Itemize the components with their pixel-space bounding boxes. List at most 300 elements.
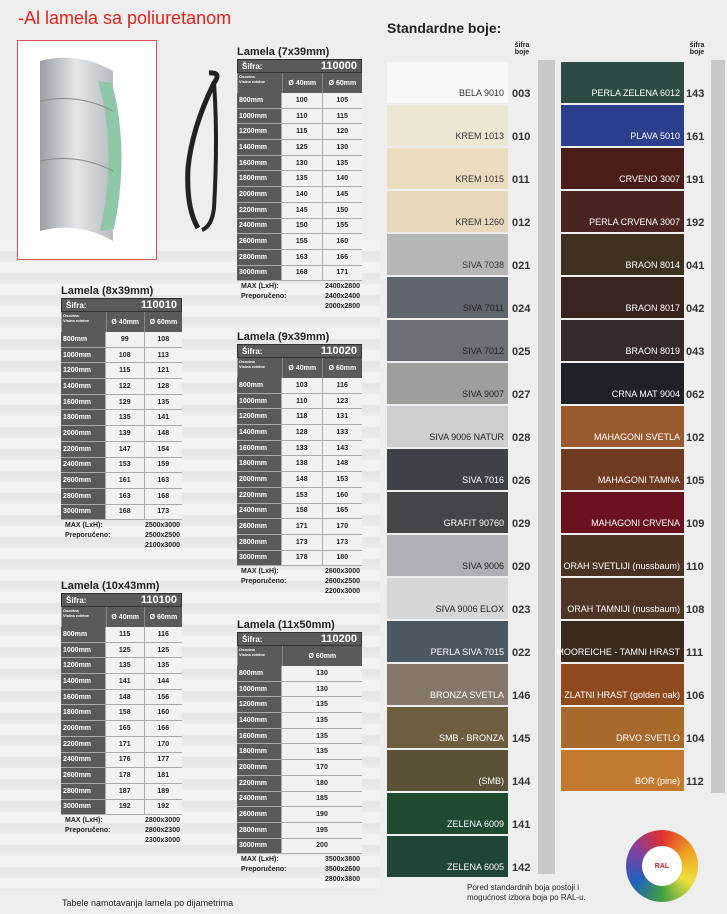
preporuceno-row: Preporučeno: 2500x2500 (65, 531, 180, 539)
table-code-bar (237, 632, 362, 646)
color-code: 025 (512, 346, 531, 358)
table-code-bar (61, 593, 182, 607)
table-row (237, 140, 362, 156)
row-value: 120 (322, 124, 363, 139)
row-value: 130 (281, 666, 362, 681)
row-value: 110 (281, 109, 322, 124)
row-value: 140 (322, 171, 363, 186)
color-swatch (387, 707, 508, 748)
header-col: Ø 40mm (282, 358, 322, 378)
table-row (61, 753, 182, 769)
color-name: SIVA 9006 (462, 561, 504, 571)
row-value: 158 (281, 504, 322, 519)
table-row (237, 203, 362, 219)
row-height: 3000mm (61, 505, 105, 520)
color-code: 105 (686, 475, 705, 487)
row-height: 2800mm (237, 250, 281, 265)
color-swatch (561, 578, 684, 619)
row-value: 135 (281, 729, 362, 744)
header-col: Ø 40mm (106, 312, 144, 332)
row-value: 135 (105, 410, 144, 425)
row-height: 800mm (61, 332, 105, 347)
row-height: 2800mm (237, 823, 281, 838)
row-height: 1800mm (237, 171, 281, 186)
row-height: 1600mm (237, 729, 281, 744)
color-swatch (561, 277, 684, 318)
row-value: 181 (144, 768, 183, 783)
table-row (237, 488, 362, 504)
color-code: 041 (686, 260, 705, 272)
row-height: 1600mm (237, 156, 281, 171)
row-value: 121 (144, 363, 183, 378)
table-row (61, 410, 182, 426)
color-name: DRVO SVETLO (616, 733, 680, 743)
color-name: BOR (pine) (634, 776, 680, 786)
table-row (237, 823, 362, 839)
row-height: 1400mm (61, 674, 105, 689)
row-value: 115 (281, 124, 322, 139)
row-value: 150 (322, 203, 363, 218)
color-swatch (387, 750, 508, 791)
footer-caption: Tabele namotavanja lamela po dijametrima (62, 898, 234, 908)
row-value: 180 (281, 776, 362, 791)
color-code: 026 (512, 475, 531, 487)
row-value: 153 (105, 458, 144, 473)
color-code: 028 (512, 432, 531, 444)
color-name: GRAFIT 90760 (443, 518, 504, 528)
table-row (61, 627, 182, 643)
ral-color-wheel (626, 830, 698, 902)
row-value: 125 (144, 643, 183, 658)
color-swatch (387, 836, 508, 877)
row-height: 1600mm (61, 690, 105, 705)
color-name: SMB - BRONZA (438, 733, 504, 743)
color-code: 191 (686, 174, 705, 186)
table-row (61, 505, 182, 521)
row-height: 2800mm (61, 489, 105, 504)
max-row: MAX (LxH): 3500x3800 (241, 855, 360, 863)
color-name: (SMB) (478, 776, 504, 786)
preporuceno-row: Preporučeno: 3500x2600 (241, 865, 360, 873)
table-row (237, 666, 362, 682)
row-value: 123 (322, 394, 363, 409)
color-code: 144 (512, 776, 531, 788)
table-row (237, 187, 362, 203)
header-axis-label: Osovina Visina roletne (238, 646, 282, 666)
row-height: 3000mm (237, 839, 281, 854)
row-height: 1400mm (61, 379, 105, 394)
header-col: Ø 60mm (282, 646, 362, 666)
table-code: 110000 (320, 60, 357, 72)
header-axis-label: Osovina Visina roletne (238, 73, 282, 93)
color-code: 102 (686, 432, 705, 444)
color-name: SIVA 7011 (462, 303, 504, 313)
row-height: 2800mm (61, 784, 105, 799)
table-code: 110020 (320, 345, 357, 357)
row-height: 2600mm (237, 234, 281, 249)
row-value: 135 (281, 744, 362, 759)
row-value: 122 (105, 379, 144, 394)
color-code: 109 (686, 518, 705, 530)
row-value: 170 (144, 737, 183, 752)
row-value: 159 (144, 458, 183, 473)
row-value: 176 (105, 753, 144, 768)
table-row (237, 409, 362, 425)
table-row (61, 768, 182, 784)
color-name: ORAH TAMNIJI (nussbaum) (567, 604, 680, 614)
row-value: 178 (105, 768, 144, 783)
row-value: 100 (281, 93, 322, 108)
row-value: 130 (281, 156, 322, 171)
row-value: 135 (281, 171, 322, 186)
table-row (61, 784, 182, 800)
row-value: 130 (322, 140, 363, 155)
table-caption: Lamela (11x50mm) (237, 619, 335, 631)
max-row: MAX (LxH): 2800x3000 (65, 816, 180, 824)
table-row (61, 426, 182, 442)
table-code: 110100 (140, 594, 177, 606)
table-code-bar (237, 344, 362, 358)
color-name: BRONZA SVETLA (429, 690, 504, 700)
row-height: 2400mm (61, 753, 105, 768)
row-value: 148 (281, 472, 322, 487)
table-row (237, 551, 362, 567)
row-value: 145 (322, 187, 363, 202)
color-swatch (387, 664, 508, 705)
row-value: 161 (105, 473, 144, 488)
color-name: BRAON 8014 (625, 260, 680, 270)
row-value: 135 (281, 713, 362, 728)
table-row (237, 760, 362, 776)
color-code: 027 (512, 389, 531, 401)
row-value: 141 (105, 674, 144, 689)
color-swatch (561, 105, 684, 146)
row-height: 2600mm (61, 768, 105, 783)
row-height: 2400mm (61, 458, 105, 473)
row-height: 2200mm (61, 442, 105, 457)
row-value: 115 (322, 109, 363, 124)
row-value: 135 (144, 395, 183, 410)
row-height: 3000mm (61, 800, 105, 815)
color-code: 043 (686, 346, 705, 358)
sifra-label: Šifra: (66, 595, 87, 605)
row-height: 2200mm (237, 203, 281, 218)
color-code: 145 (512, 733, 531, 745)
max-row: MAX (LxH): 2400x2800 (241, 282, 360, 290)
table-header (61, 607, 182, 627)
table-row (237, 697, 362, 713)
row-height: 2600mm (237, 519, 281, 534)
row-value: 133 (281, 441, 322, 456)
header-col: Ø 60mm (322, 73, 362, 93)
row-height: 1200mm (237, 409, 281, 424)
row-height: 1400mm (237, 140, 281, 155)
row-value: 110 (281, 394, 322, 409)
table-row (61, 658, 182, 674)
color-code: 023 (512, 604, 531, 616)
row-value: 168 (144, 489, 183, 504)
lamela-profile-drawing (174, 68, 234, 238)
row-height: 2200mm (237, 776, 281, 791)
row-value: 116 (144, 627, 183, 642)
table-row (237, 682, 362, 698)
table-row (61, 643, 182, 659)
color-swatch (561, 535, 684, 576)
color-name: SIVA 7012 (462, 346, 504, 356)
row-value: 192 (105, 800, 144, 815)
table-row (237, 456, 362, 472)
table-caption: Lamela (7x39mm) (237, 46, 330, 58)
row-value: 173 (322, 535, 363, 550)
row-value: 133 (322, 425, 363, 440)
color-name: CRNA MAT 9004 (611, 389, 680, 399)
row-value: 163 (144, 473, 183, 488)
row-height: 800mm (237, 666, 281, 681)
row-value: 131 (322, 409, 363, 424)
row-value: 128 (144, 379, 183, 394)
table-row (237, 839, 362, 855)
row-value: 180 (322, 551, 363, 566)
row-value: 173 (144, 505, 183, 520)
color-name: PERLA SIVA 7015 (430, 647, 504, 657)
table-code-bar (61, 298, 182, 312)
color-name: MOOREICHE - TAMNI HRAST (556, 647, 680, 657)
lamela-table (237, 46, 362, 311)
row-height: 2400mm (237, 219, 281, 234)
lamela-table (61, 580, 182, 845)
row-value: 150 (281, 219, 322, 234)
row-height: 3000mm (237, 266, 281, 281)
sifra-label: Šifra: (242, 346, 263, 356)
row-value: 99 (105, 332, 144, 347)
color-code: 106 (686, 690, 705, 702)
row-height: 2000mm (237, 472, 281, 487)
color-name: ZELENA 6009 (446, 819, 504, 829)
table-row (61, 705, 182, 721)
table-code: 110010 (140, 299, 177, 311)
header-col: Ø 60mm (144, 312, 182, 332)
table-row (61, 690, 182, 706)
table-row (61, 348, 182, 364)
row-height: 1000mm (61, 348, 105, 363)
table-row (237, 792, 362, 808)
header-col: Ø 60mm (144, 607, 182, 627)
color-code: 020 (512, 561, 531, 573)
table-row (237, 171, 362, 187)
row-value: 118 (281, 409, 322, 424)
color-name: SIVA 9006 ELOX (435, 604, 504, 614)
row-value: 178 (281, 551, 322, 566)
table-row (237, 93, 362, 109)
row-value: 165 (105, 721, 144, 736)
color-name: MAHAGONI SVETLA (593, 432, 680, 442)
color-name: MAHAGONI TAMNA (597, 475, 680, 485)
header-axis-label: Osovina Visina roletne (62, 607, 106, 627)
row-value: 128 (281, 425, 322, 440)
row-value: 170 (281, 760, 362, 775)
color-code: 021 (512, 260, 531, 272)
row-value: 130 (281, 682, 362, 697)
row-value: 155 (281, 234, 322, 249)
color-name: ZELENA 6005 (446, 862, 504, 872)
row-value: 170 (322, 519, 363, 534)
row-value: 192 (144, 800, 183, 815)
color-swatch (387, 62, 508, 103)
color-swatch (387, 363, 508, 404)
color-name: SIVA 7016 (462, 475, 504, 485)
row-value: 163 (105, 489, 144, 504)
colors-title: Standardne boje: (387, 20, 502, 36)
preporuceno-row-2: 2300x3000 (144, 836, 180, 844)
table-row (237, 504, 362, 520)
color-swatch (387, 621, 508, 662)
color-code: 161 (686, 131, 705, 143)
row-value: 116 (322, 378, 363, 393)
row-value: 171 (105, 737, 144, 752)
lamela-table (237, 619, 362, 884)
header-axis-label: Osovina Visina roletne (62, 312, 106, 332)
preporuceno-row-2: 2000x2800 (324, 302, 360, 310)
color-swatch (387, 320, 508, 361)
table-row (237, 519, 362, 535)
row-value: 160 (322, 488, 363, 503)
lamela-table (237, 331, 362, 596)
row-height: 800mm (237, 93, 281, 108)
table-header (237, 646, 362, 666)
row-value: 108 (144, 332, 183, 347)
color-name: ORAH SVETLIJI (nussbaum) (563, 561, 680, 571)
color-name: MAHAGONI CRVENA (591, 518, 680, 528)
color-swatch (561, 191, 684, 232)
table-row (61, 674, 182, 690)
color-name: KREM 1013 (455, 131, 504, 141)
row-height: 2400mm (237, 504, 281, 519)
header-col: Ø 60mm (322, 358, 362, 378)
table-row (237, 156, 362, 172)
row-height: 1800mm (237, 744, 281, 759)
row-height: 2800mm (237, 535, 281, 550)
table-row (237, 394, 362, 410)
color-name: SIVA 9007 (462, 389, 504, 399)
row-value: 154 (144, 442, 183, 457)
lamela-photo (17, 40, 157, 260)
table-row (61, 332, 182, 348)
color-name: PERLA CRVENA 3007 (589, 217, 680, 227)
row-height: 1200mm (237, 697, 281, 712)
lamela-table (61, 285, 182, 550)
row-value: 105 (322, 93, 363, 108)
row-value: 148 (105, 690, 144, 705)
table-caption: Lamela (8x39mm) (61, 285, 154, 297)
row-value: 185 (281, 792, 362, 807)
row-value: 148 (144, 426, 183, 441)
color-swatch (387, 406, 508, 447)
color-code: 141 (512, 819, 531, 831)
color-name: PLAVA 5010 (630, 131, 680, 141)
row-value: 141 (144, 410, 183, 425)
table-row (61, 395, 182, 411)
sifra-label: Šifra: (242, 61, 263, 71)
color-code: 192 (686, 217, 705, 229)
color-name: KREM 1015 (455, 174, 504, 184)
row-height: 1800mm (61, 705, 105, 720)
row-value: 156 (144, 690, 183, 705)
table-row (237, 109, 362, 125)
row-height: 3000mm (237, 551, 281, 566)
row-value: 163 (281, 250, 322, 265)
page-title: -Al lamela sa poliuretanom (18, 8, 232, 28)
ral-note-line1: Pored standardnih boja postoji i (467, 883, 580, 892)
color-name: CRVENO 3007 (619, 174, 680, 184)
table-code-bar (237, 59, 362, 73)
preporuceno-row: Preporučeno: 2400x2400 (241, 292, 360, 300)
table-row (237, 234, 362, 250)
row-value: 115 (105, 627, 144, 642)
color-swatch (387, 234, 508, 275)
row-value: 177 (144, 753, 183, 768)
row-height: 1800mm (237, 456, 281, 471)
table-row (61, 379, 182, 395)
color-swatch (561, 62, 684, 103)
color-name: PERLA ZELENA 6012 (591, 88, 680, 98)
row-height: 2400mm (237, 792, 281, 807)
row-value: 135 (322, 156, 363, 171)
table-row (237, 535, 362, 551)
row-height: 1000mm (237, 394, 281, 409)
color-code: 024 (512, 303, 531, 315)
color-swatch (387, 449, 508, 490)
color-swatch (387, 277, 508, 318)
row-height: 1400mm (237, 713, 281, 728)
row-value: 135 (105, 658, 144, 673)
color-swatch (561, 664, 684, 705)
color-name: BELA 9010 (458, 88, 504, 98)
color-swatch (561, 750, 684, 791)
table-row (237, 441, 362, 457)
table-row (237, 425, 362, 441)
color-swatch (561, 148, 684, 189)
color-swatch (387, 578, 508, 619)
color-swatch (561, 707, 684, 748)
row-value: 173 (281, 535, 322, 550)
color-code: 012 (512, 217, 531, 229)
color-code: 011 (512, 174, 530, 186)
color-swatch (387, 148, 508, 189)
row-value: 113 (144, 348, 183, 363)
table-row (237, 729, 362, 745)
row-height: 1600mm (237, 441, 281, 456)
table-row (237, 744, 362, 760)
table-header (237, 73, 362, 93)
row-height: 1200mm (61, 363, 105, 378)
row-value: 115 (105, 363, 144, 378)
color-code: 003 (512, 88, 531, 100)
color-code: 104 (686, 733, 705, 745)
table-row (237, 713, 362, 729)
table-row (237, 472, 362, 488)
row-value: 135 (144, 658, 183, 673)
row-height: 2600mm (61, 473, 105, 488)
table-row (237, 124, 362, 140)
header-col: Ø 40mm (282, 73, 322, 93)
row-value: 190 (281, 807, 362, 822)
table-header (237, 358, 362, 378)
color-code: 146 (512, 690, 531, 702)
row-height: 2200mm (237, 488, 281, 503)
row-value: 145 (281, 203, 322, 218)
color-name: BRAON 8019 (625, 346, 680, 356)
row-height: 1000mm (237, 682, 281, 697)
